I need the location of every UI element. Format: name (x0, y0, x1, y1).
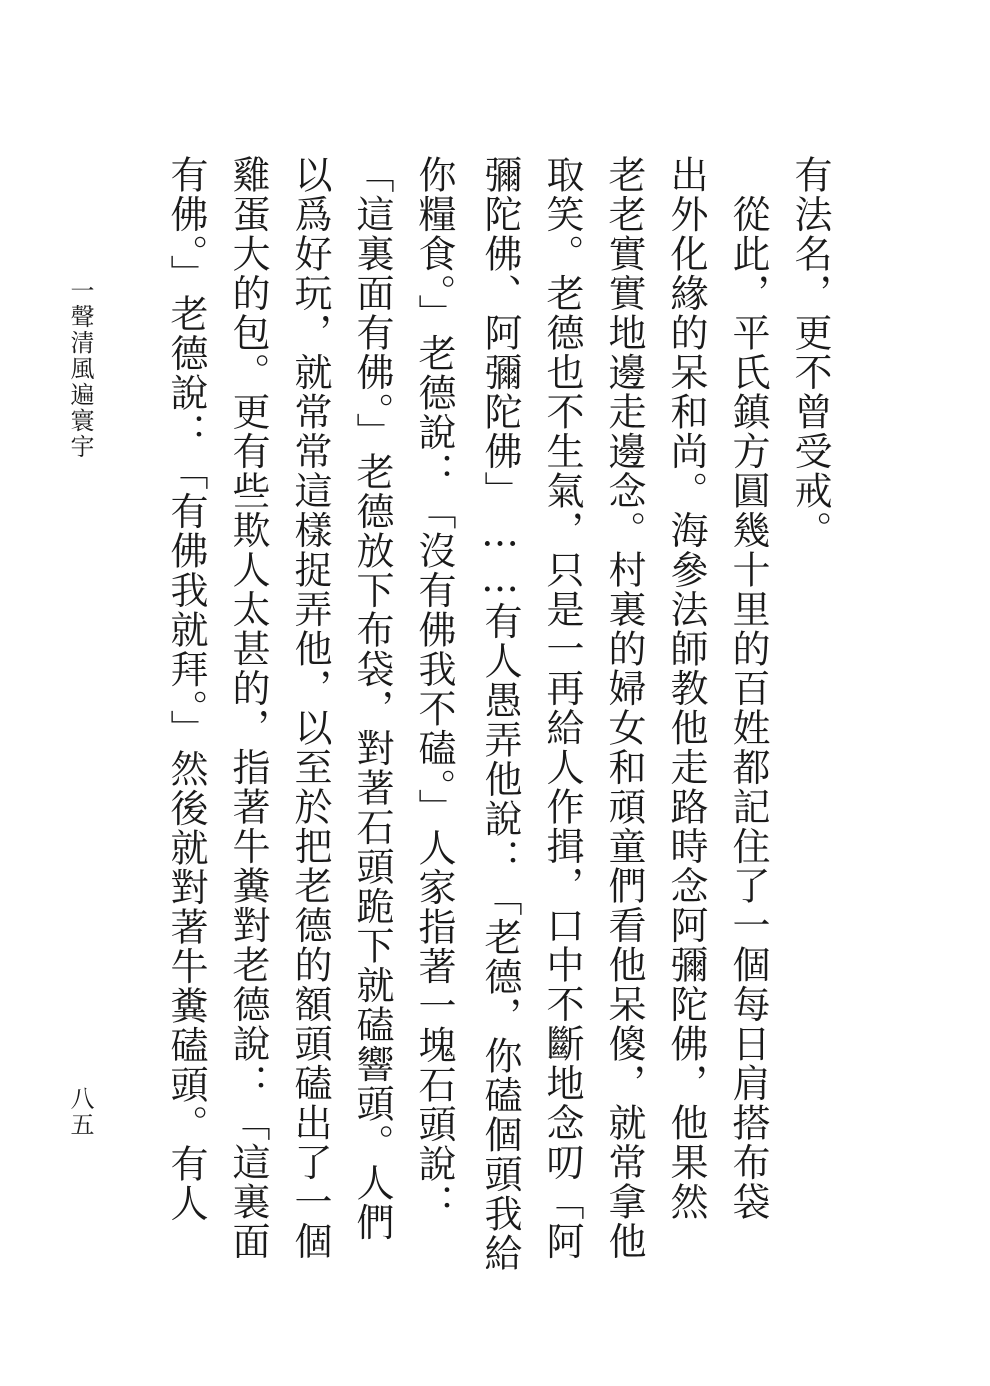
text-column-8: 「這裏面有佛。」老德放下布袋，對著石頭跪下就磕響頭。人們 (350, 155, 394, 1242)
text-column-9: 以爲好玩，就常常這樣捉弄他，以至於把老德的額頭磕出了一個 (288, 155, 332, 1261)
text-column-7: 你糧食。」老德說：「沒有佛我不磕。」人家指著一塊石頭說： (412, 155, 456, 1223)
text-column-6: 彌陀佛、阿彌陀佛」……有人愚弄他說：「老德，你磕個頭我給 (478, 155, 522, 1273)
running-head: 一聲清風遍寰宇 (66, 278, 94, 460)
text-column-5: 取笑。老德也不生氣，只是一再給人作揖，口中不斷地念叨「阿 (540, 155, 584, 1261)
page-number: 八五 (66, 1086, 94, 1138)
text-column-11: 有佛。」老德說：「有佛我就拜。」然後就對著牛糞磕頭。有人 (164, 155, 208, 1223)
text-column-4: 老老實實地邊走邊念。村裏的婦女和頑童們看他呆傻，就常拿他 (602, 155, 646, 1261)
text-column-10: 雞蛋大的包。更有些欺人太甚的，指著牛糞對老德說：「這裏面 (226, 155, 270, 1261)
text-column-2: 從此，平氏鎮方圓幾十里的百姓都記住了一個每日肩搭布袋 (726, 155, 770, 1222)
text-column-3: 出外化緣的呆和尚。海參法師教他走路時念阿彌陀佛，他果然 (664, 155, 708, 1222)
text-column-1: 有法名，更不曾受戒。 (788, 155, 832, 550)
